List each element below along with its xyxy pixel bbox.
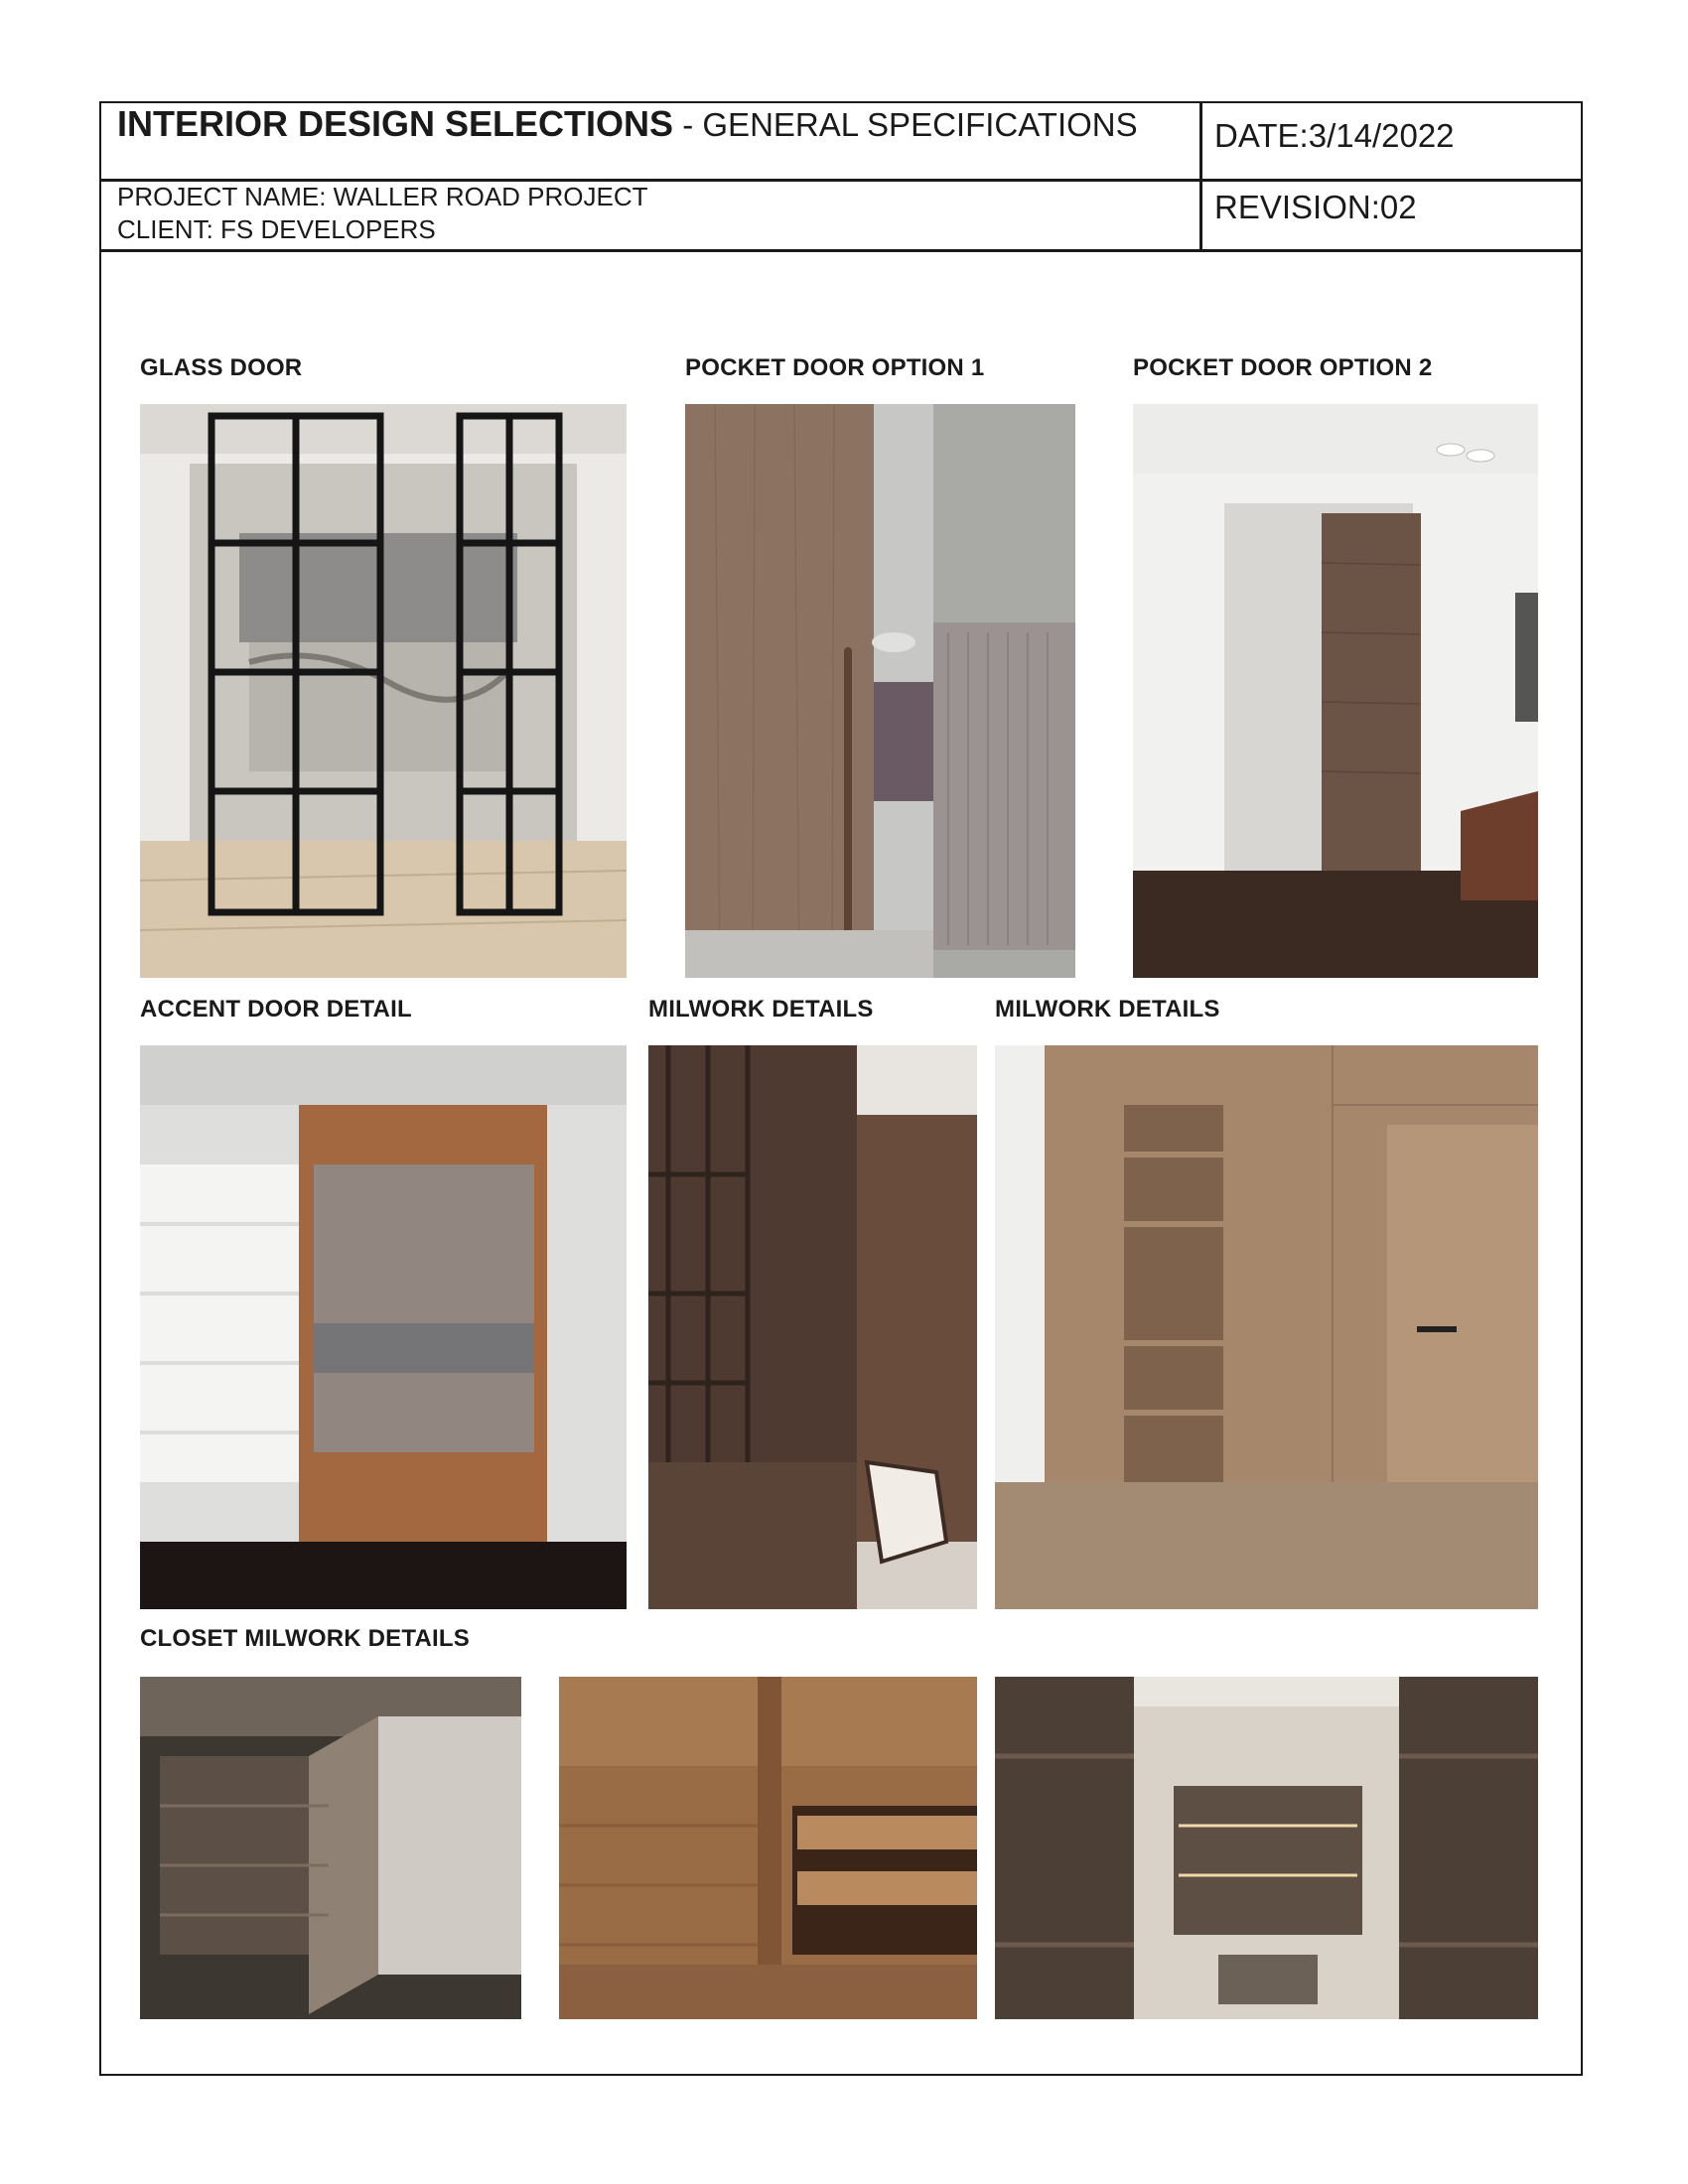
caption-closet-milwork: CLOSET MILWORK DETAILS: [140, 1625, 470, 1652]
page-title: [117, 103, 1138, 145]
project-name: PROJECT NAME: WALLER ROAD PROJECT: [117, 182, 648, 211]
caption-milwork-2: MILWORK DETAILS: [995, 996, 1220, 1023]
glass-door-image: [140, 404, 627, 978]
caption-milwork-1: MILWORK DETAILS: [648, 996, 874, 1023]
milwork-2-image: [995, 1045, 1538, 1609]
client-name: CLIENT: FS DEVELOPERS: [117, 214, 436, 244]
caption-pocket-door-2: POCKET DOOR OPTION 2: [1133, 354, 1433, 381]
caption-glass-door: GLASS DOOR: [140, 354, 303, 381]
closet-drawer-image: [140, 1677, 521, 2019]
caption-pocket-door-1: POCKET DOOR OPTION 1: [685, 354, 985, 381]
pocket-door-2-image: [1133, 404, 1538, 978]
caption-accent-door: ACCENT DOOR DETAIL: [140, 996, 412, 1023]
project-info: [117, 181, 648, 246]
milwork-1-image: [648, 1045, 977, 1609]
page-title-sub: - GENERAL SPECIFICATIONS: [673, 106, 1138, 143]
pocket-door-1-image: [685, 404, 1075, 978]
header-divider-2: [99, 249, 1583, 252]
revision-field: REVISION:02: [1214, 189, 1417, 225]
date-field: DATE:3/14/2022: [1214, 117, 1455, 154]
accent-door-image: [140, 1045, 627, 1609]
closet-walkin-image: [995, 1677, 1538, 2019]
closet-wardrobe-image: [559, 1677, 977, 2019]
page-title-main: INTERIOR DESIGN SELECTIONS: [117, 103, 674, 144]
header-column-divider: [1199, 101, 1202, 250]
